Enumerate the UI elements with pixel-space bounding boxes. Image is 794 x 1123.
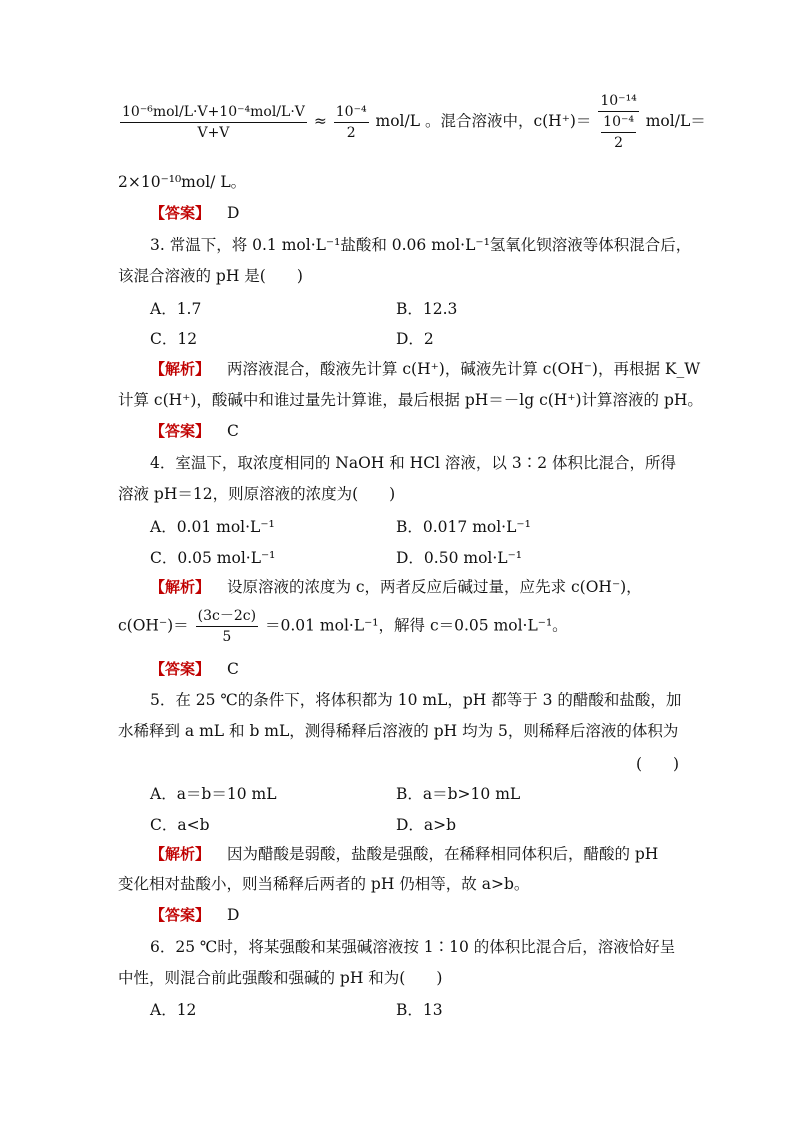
option-c: C．0.05 mol·L⁻¹ [150,549,276,567]
answer-line [150,659,239,679]
fraction-denominator: 2 [614,135,624,151]
answer-value: D [226,906,240,924]
analysis-text: 设原溶液的浓度为 c，两者反应后碱过量，应先求 c(OH⁻)， [226,578,642,596]
answer-blank: ( ) [636,755,680,773]
analysis-line [150,577,642,597]
option-c: C．a<b [150,816,210,834]
fraction-denominator: V+V [197,124,230,141]
question-5-stem-cont: 水稀释到 a mL 和 b mL，测得稀释后溶液的 pH 均为 5，则稀释后溶液的体积为 [118,722,679,740]
result-line: 2×10⁻¹⁰mol/ L。 [118,173,247,191]
fraction-denominator: 2 [346,124,356,141]
equation-line [118,607,568,646]
equation-rhs: ＝0.01 mol·L⁻¹，解得 c＝0.05 mol·L⁻¹。 [264,616,568,635]
option-d: D．a>b [396,816,457,834]
fraction-kw [598,92,638,152]
fraction-numerator: 10⁻¹⁴ [598,92,638,112]
answer-line [150,905,239,925]
answer-tag: 【答案】 [150,422,211,440]
analysis-tag: 【解析】 [150,845,211,863]
analysis-line-cont: 变化相对盐酸小，则当稀释后两者的 pH 仍相等，故 a>b。 [118,875,530,893]
fraction-nested [601,113,636,152]
question-6-stem: 6．25 ℃时，将某强酸和某强碱溶液按 1∶10 的体积比混合后，溶液恰好呈 [150,938,676,956]
option-a: A．1.7 [150,300,202,318]
analysis-line [150,844,658,864]
option-b: B．13 [396,1001,443,1019]
answer-value: D [226,204,240,222]
answer-tag: 【答案】 [150,204,211,222]
question-4-stem: 4．室温下，取浓度相同的 NaOH 和 HCl 溶液，以 3∶2 体积比混合，所得 [150,454,677,472]
fraction-oh [196,607,258,646]
option-a: A．0.01 mol·L⁻¹ [150,518,275,536]
unit-text: mol/L 。混合溶液中，c(H⁺)＝ [375,112,592,130]
question-5-stem: 5．在 25 ℃的条件下，将体积都为 10 mL，pH 都等于 3 的醋酸和盐酸，加 [150,691,682,709]
formula-line [118,92,706,152]
option-c: C．12 [150,330,198,348]
fraction-denominator [599,112,638,152]
unit-text: mol/L＝ [645,112,706,130]
answer-line [150,421,239,441]
analysis-tag: 【解析】 [150,360,211,378]
fraction-numerator: (3c－2c) [196,607,258,627]
answer-tag: 【答案】 [150,660,211,678]
option-b: B．12.3 [396,300,458,318]
fraction-denominator: 5 [222,629,232,645]
option-b: B．a＝b>10 mL [396,785,521,803]
option-d: D．0.50 mol·L⁻¹ [396,549,522,567]
approx-sign: ≈ [313,112,327,130]
option-b: B．0.017 mol·L⁻¹ [396,518,531,536]
question-3-stem-cont: 该混合溶液的 pH 是( ) [118,267,303,285]
analysis-line [150,359,700,379]
question-4-stem-cont: 溶液 pH＝12，则原溶液的浓度为( ) [118,485,396,503]
fraction-numerator: 10⁻⁶mol/L·V+10⁻⁴mol/L·V [120,103,307,123]
option-a: A．12 [150,1001,197,1019]
analysis-text: 两溶液混合，酸液先计算 c(H⁺)，碱液先计算 c(OH⁻)，再根据 K_W [226,360,701,378]
equation-lhs: c(OH⁻)＝ [118,616,189,635]
answer-value: C [226,660,239,678]
option-d: D．2 [396,330,434,348]
analysis-text: 因为醋酸是弱酸，盐酸是强酸，在稀释相同体积后，醋酸的 pH [226,845,659,863]
fraction-concentration [120,103,307,142]
question-6-stem-cont: 中性，则混合前此强酸和强碱的 pH 和为( ) [118,969,443,987]
answer-line [150,203,239,223]
question-3-stem: 3. 常温下，将 0.1 mol·L⁻¹盐酸和 0.06 mol·L⁻¹氢氧化钡溶液等体积混合后， [150,236,692,254]
fraction-half [334,103,369,142]
answer-value: C [226,422,239,440]
fraction-numerator: 10⁻⁴ [601,113,636,133]
option-a: A．a＝b＝10 mL [150,785,277,803]
analysis-tag: 【解析】 [150,578,211,596]
fraction-numerator: 10⁻⁴ [334,103,369,123]
answer-tag: 【答案】 [150,906,211,924]
analysis-line-cont: 计算 c(H⁺)，酸碱中和谁过量先计算谁，最后根据 pH＝－lg c(H⁺)计算溶液的 pH。 [118,391,703,409]
